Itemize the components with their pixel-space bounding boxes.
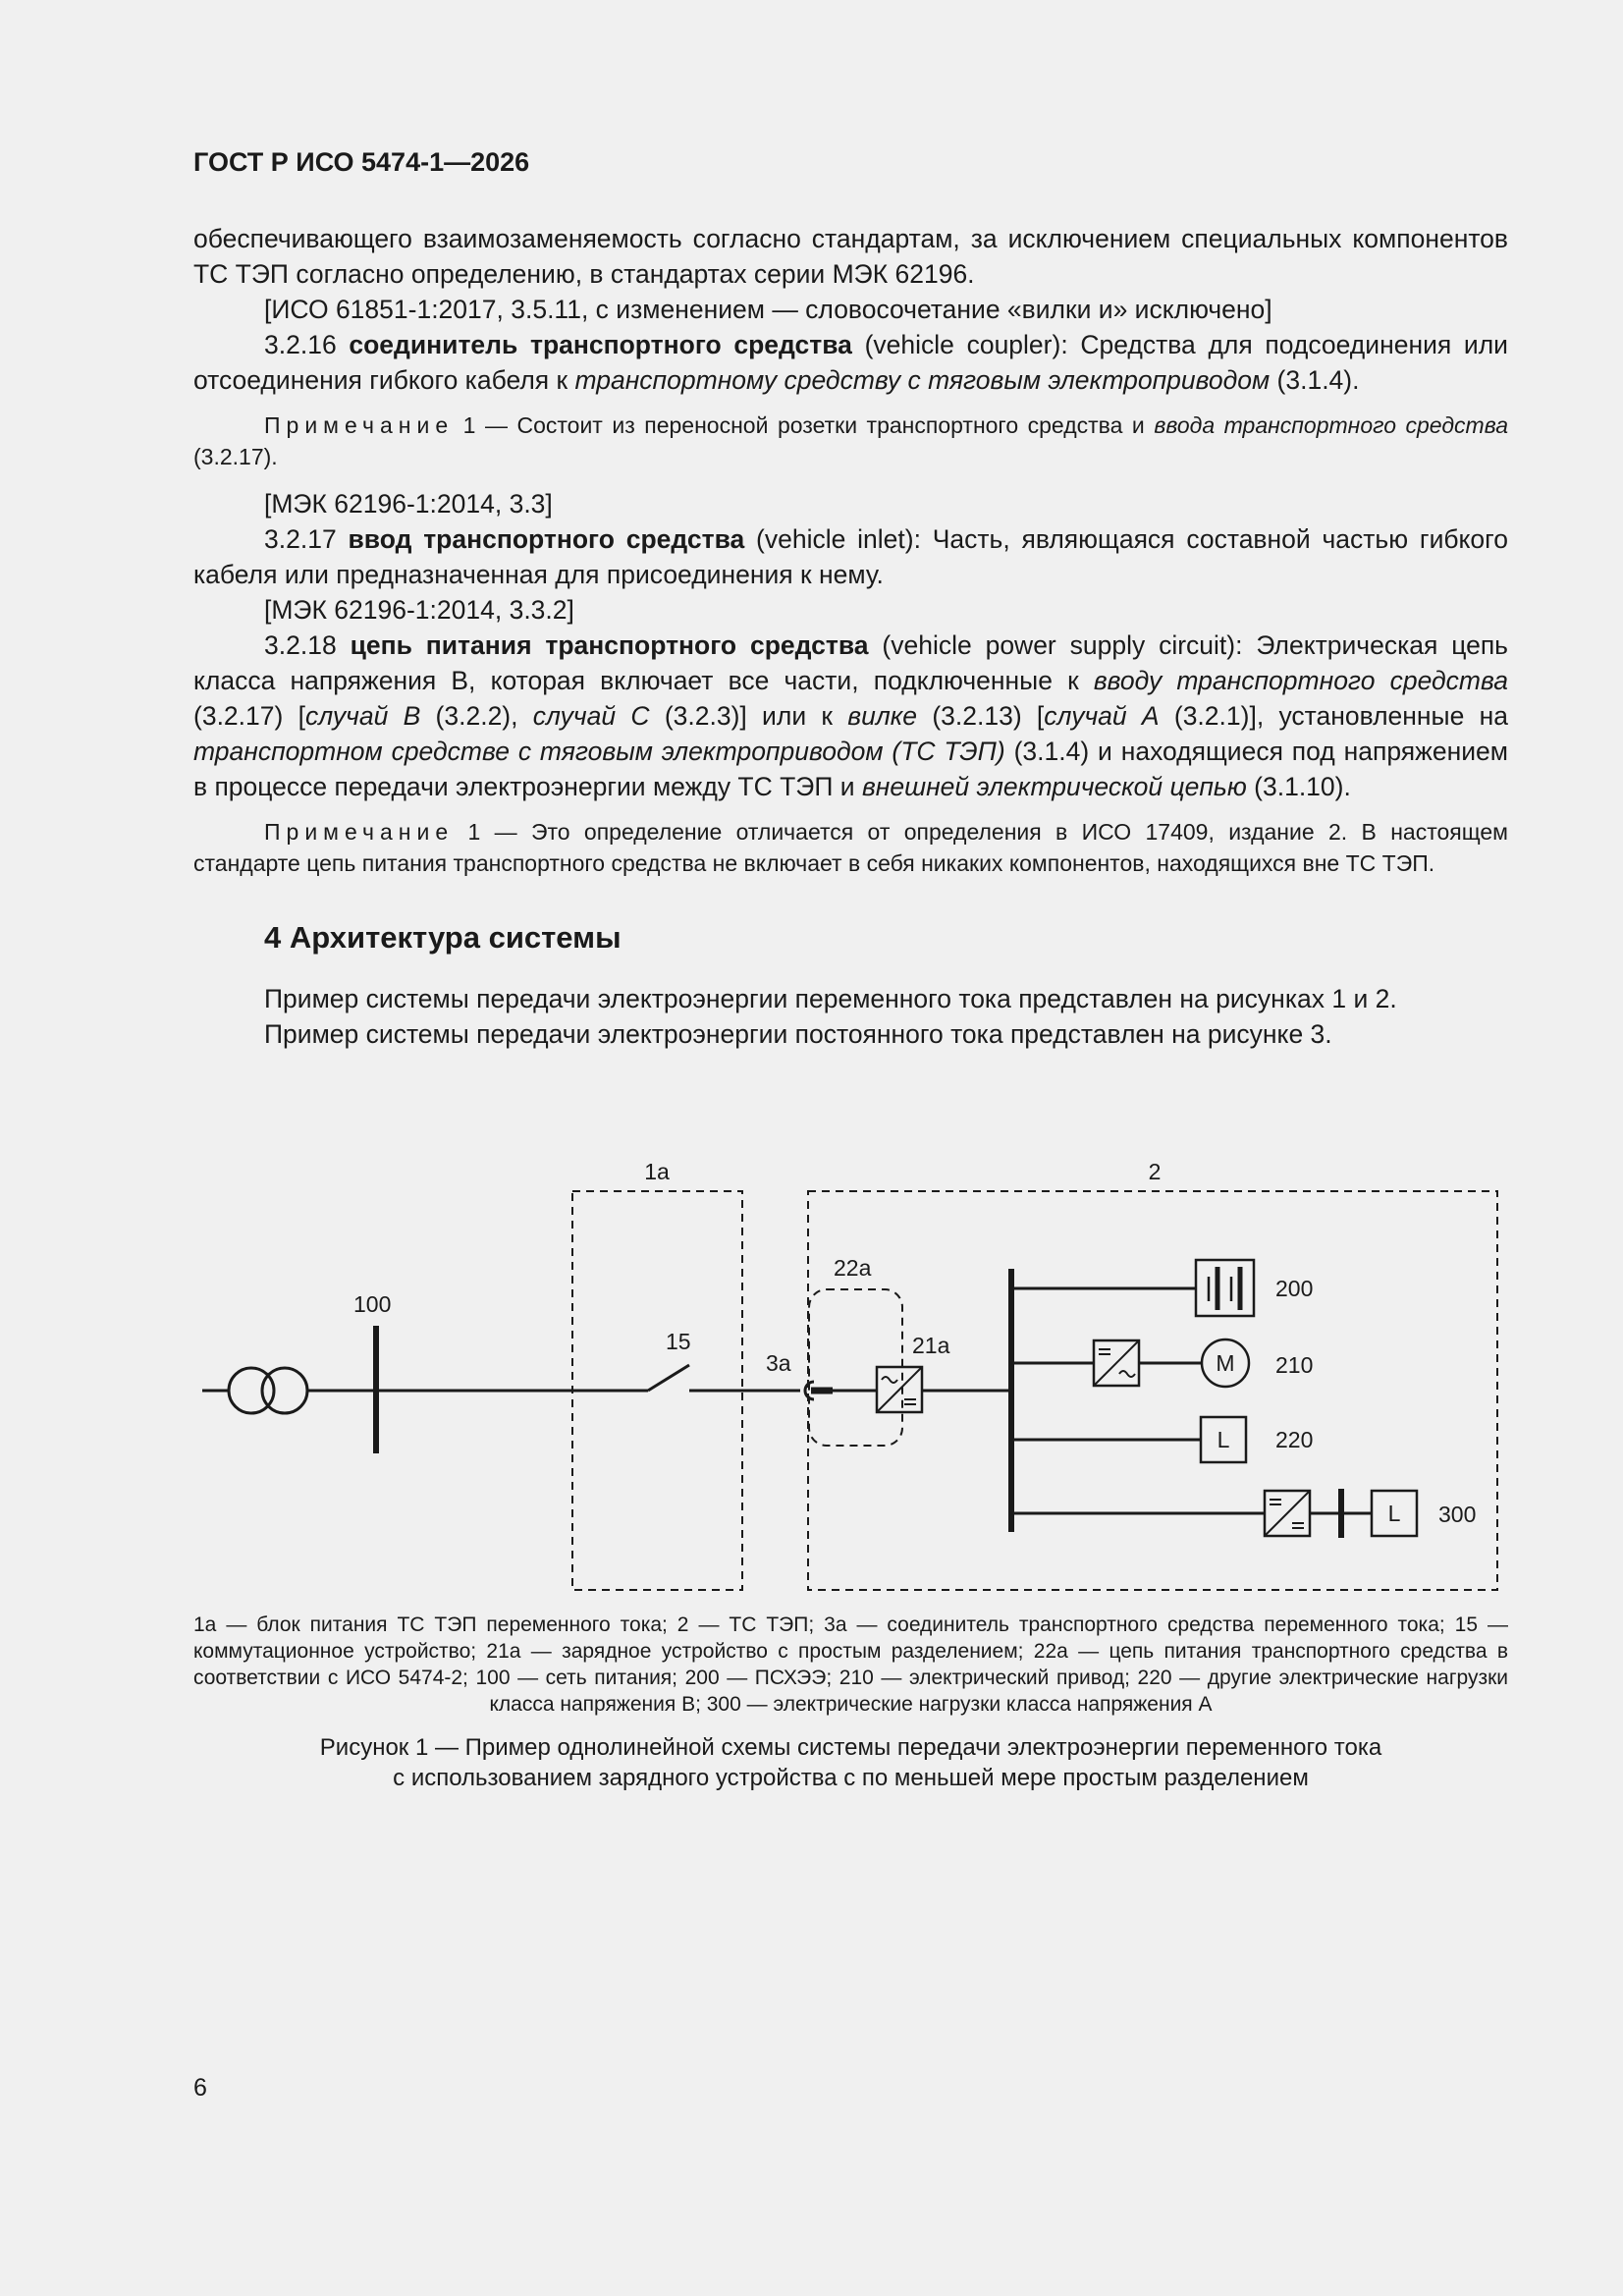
figure-key: 1a — блок питания ТС ТЭП переменного тока; 2 — ТС ТЭП; 3a — соединитель транспортного средства переменного тока; 15 — коммутационное устройство; 21a — зарядное устройство с простым разделением; 22a — цепь питания транспортного средства в соответствии с ИСО 5474-2; 100 — сеть питания; 200 — ПСХЭЭ; 210 — электрический привод; 220 — другие электрические нагрузки класса напряжения В; 300 — электрические нагрузки класса напряжения А: [193, 1613, 1508, 1716]
term-number: 3.2.17: [264, 524, 337, 554]
ac-symbol: [1119, 1371, 1135, 1377]
term-text: (vehicle coupler): Средства для подсоединения или отсоединения гибкого кабеля к: [193, 330, 1508, 395]
term-text: (3.2.17) [: [193, 701, 305, 731]
reference-3: [МЭК 62196-1:2014, 3.3.2]: [264, 595, 574, 625]
term-text: (3.2.2),: [420, 701, 533, 731]
dcdc-diagonal: [1265, 1491, 1310, 1536]
term-3-2-16: [193, 327, 1508, 398]
term-italic: случай C: [532, 701, 650, 731]
term-3-2-18: [193, 628, 1508, 804]
label-210: 210: [1275, 1352, 1314, 1378]
note-italic: ввода транспортного средства: [1154, 412, 1509, 438]
term-text: (3.1.4) и находящиеся под напряжением в процессе передачи электроэнергии между ТС ТЭП и: [193, 737, 1508, 801]
term-text: (3.1.4).: [1270, 365, 1360, 395]
label-21a: 21a: [912, 1333, 950, 1358]
label-300: 300: [1438, 1502, 1477, 1527]
label-200: 200: [1275, 1276, 1314, 1301]
inverter-diagonal: [1094, 1340, 1139, 1386]
term-3-2-17: [193, 521, 1508, 592]
label-220: 220: [1275, 1427, 1314, 1452]
single-line-diagram: [0, 1139, 1623, 1611]
note-2: [193, 816, 1508, 879]
paragraph-continuation: обеспечивающего взаимозаменяемость согласно стандартам, за исключением специальных компонентов ТС ТЭП согласно определению, в стандартах серии МЭК 62196.: [193, 224, 1508, 289]
transformer-icon: [262, 1368, 307, 1413]
reference-1: [ИСО 61851-1:2017, 3.5.11, с изменением — словосочетание «вилки и» исключено]: [264, 295, 1272, 324]
term-number: 3.2.18: [264, 630, 337, 660]
term-italic: случай А: [1044, 701, 1160, 731]
ac-symbol: [882, 1377, 897, 1383]
load-label: L: [1217, 1427, 1230, 1452]
figure-caption-line-2: с использованием зарядного устройства с по меньшей мере простым разделением: [393, 1765, 1309, 1791]
label-1a: 1a: [644, 1159, 670, 1184]
battery-icon: [1196, 1260, 1254, 1316]
motor-label: M: [1216, 1350, 1235, 1376]
box-2: [808, 1191, 1497, 1590]
term-text: (3.2.1)], установленные на: [1159, 701, 1508, 731]
term-italic: вводу транспортного средства: [1093, 666, 1508, 695]
term-italic: транспортному средству с тяговым электроприводом: [574, 365, 1271, 395]
term-italic: случай B: [304, 701, 421, 731]
note-label: Примечание: [264, 819, 455, 845]
load-label: L: [1387, 1501, 1401, 1526]
term-name: цепь питания транспортного средства: [350, 630, 869, 660]
term-text: (3.2.13) [: [917, 701, 1045, 731]
note-text: 1 — Это определение отличается от определения в ИСО 17409, издание 2. В настоящем стандарте цепь питания транспортного средства не включает в себя никаких компонентов, находящихся вне ТС ТЭП.: [193, 819, 1508, 876]
note-text: (3.2.17).: [193, 444, 278, 469]
term-text: (vehicle inlet): Часть, являющаяся составной частью гибкого кабеля или предназначенная для присоединения к нему.: [193, 524, 1508, 589]
body-content: [193, 221, 1508, 1052]
switch-icon: [648, 1365, 689, 1391]
term-text: (3.1.10).: [1246, 772, 1351, 801]
label-22a: 22a: [834, 1255, 872, 1281]
figure-caption-line-1: Рисунок 1 — Пример однолинейной схемы системы передачи электроэнергии переменного тока: [319, 1734, 1382, 1761]
note-label: Примечание: [264, 412, 455, 438]
page-number: 6: [193, 2074, 207, 2102]
label-15: 15: [666, 1329, 691, 1354]
term-italic: вилке: [847, 701, 918, 731]
term-text: (vehicle power supply circuit): Электрическая цепь класса напряжения В, которая включает все части, подключенные к: [193, 630, 1508, 695]
term-italic: внешней электрической цепью: [861, 772, 1247, 801]
label-100: 100: [353, 1291, 392, 1317]
note-1: [193, 410, 1508, 472]
page-header: ГОСТ Р ИСО 5474-1—2026: [193, 147, 530, 177]
term-name: соединитель транспортного средства: [349, 330, 852, 359]
section-intro-line-1: Пример системы передачи электроэнергии переменного тока представлен на рисунках 1 и 2.: [264, 984, 1397, 1013]
label-2: 2: [1148, 1159, 1162, 1184]
figure-caption: [193, 1732, 1508, 1793]
section-title: 4 Архитектура системы: [264, 920, 622, 955]
section-intro-line-2: Пример системы передачи электроэнергии постоянного тока представлен на рисунке 3.: [264, 1019, 1332, 1049]
term-name: ввод транспортного средства: [348, 524, 745, 554]
reference-2: [МЭК 62196-1:2014, 3.3]: [264, 489, 553, 519]
charger-diagonal: [877, 1367, 922, 1412]
term-italic: транспортном средстве с тяговым электроприводом (ТС ТЭП): [193, 737, 1005, 766]
label-3a: 3a: [766, 1350, 791, 1376]
term-text: (3.2.3)] или к: [649, 701, 848, 731]
note-text: 1 — Состоит из переносной розетки транспортного средства и: [454, 412, 1155, 438]
term-number: 3.2.16: [264, 330, 337, 359]
